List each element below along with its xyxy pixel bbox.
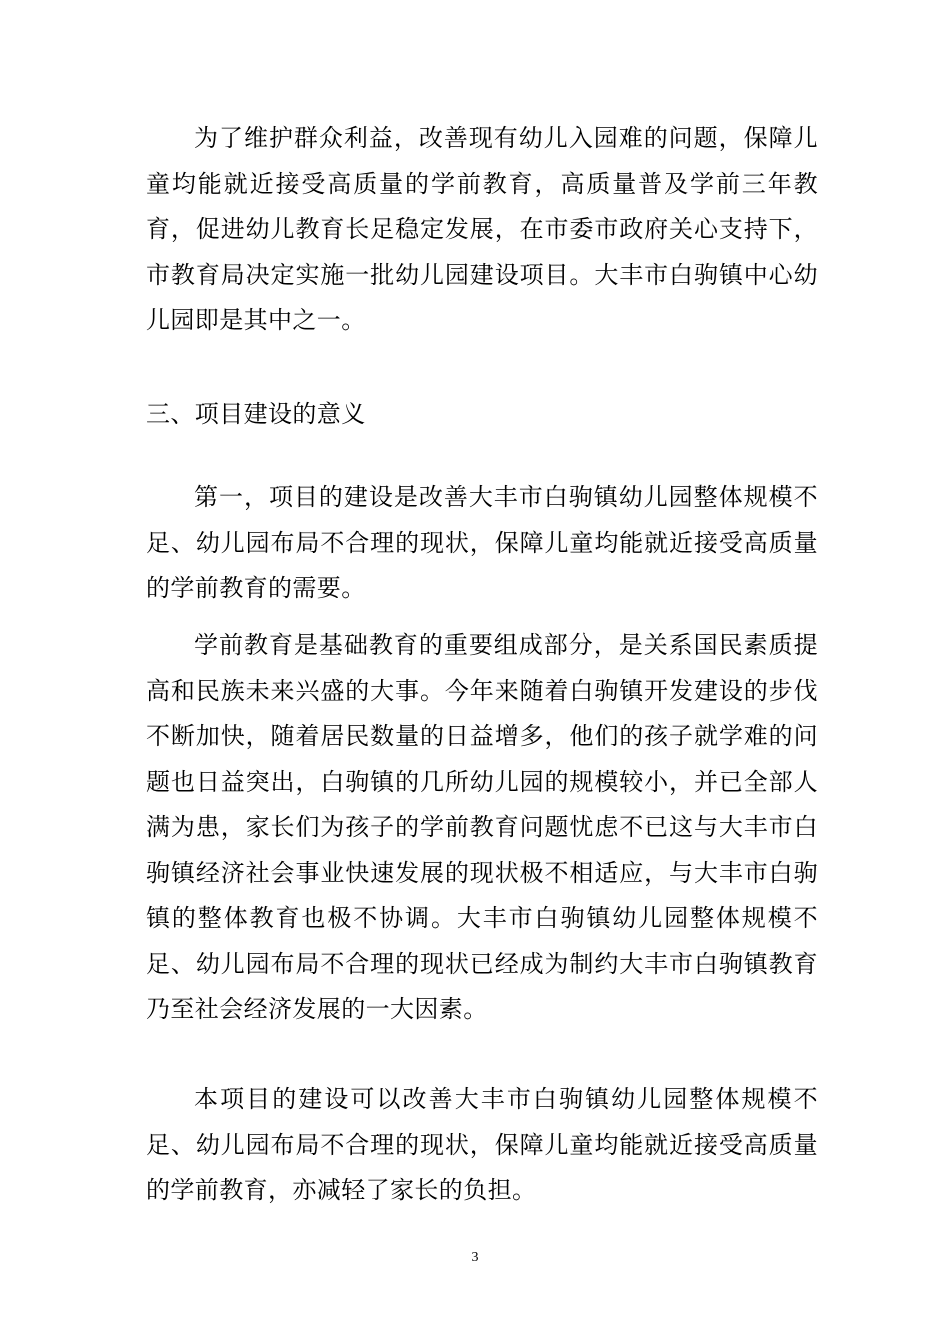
page-number: 3: [471, 1250, 479, 1265]
paragraph-block: [146, 116, 818, 344]
paragraph-first-point: 第一，项目的建设是改善大丰市白驹镇幼儿园整体规模不足、幼儿园布局不合理的现状，保障儿童均能就近接受高质量的学前教育的需要。: [146, 483, 818, 602]
paragraph-intro: 为了维护群众利益，改善现有幼儿入园难的问题，保障儿童均能就近接受高质量的学前教育，高质量普及学前三年教育，促进幼儿教育长足稳定发展，在市委市政府关心支持下，市教育局决定实施一批幼儿园建设项目。大丰市白驹镇中心幼儿园即是其中之一。: [146, 124, 818, 334]
section-heading: 三、项目建设的意义: [146, 400, 366, 428]
paragraph-project-benefit: 本项目的建设可以改善大丰市白驹镇幼儿园整体规模不足、幼儿园布局不合理的现状，保障儿童均能就近接受高质量的学前教育，亦减轻了家长的负担。: [146, 1085, 818, 1204]
paragraph-block: [146, 475, 818, 612]
paragraph-block: [146, 623, 818, 1033]
paragraph-preschool-education: 学前教育是基础教育的重要组成部分，是关系国民素质提高和民族未来兴盛的大事。今年来随着白驹镇开发建设的步伐不断加快，随着居民数量的日益增多，他们的孩子就学难的问题也日益突出，白驹镇的几所幼儿园的规模较小，并已全部人满为患，家长们为孩子的学前教育问题忧虑不已这与大丰市白驹镇经济社会事业快速发展的现状极不相适应，与大丰市白驹镇的整体教育也极不协调。大丰市白驹镇幼儿园整体规模不足、幼儿园布局不合理的现状已经成为制约大丰市白驹镇教育乃至社会经济发展的一大因素。: [146, 631, 818, 1023]
section-heading-block: [146, 392, 818, 438]
paragraph-block: [146, 1077, 818, 1214]
